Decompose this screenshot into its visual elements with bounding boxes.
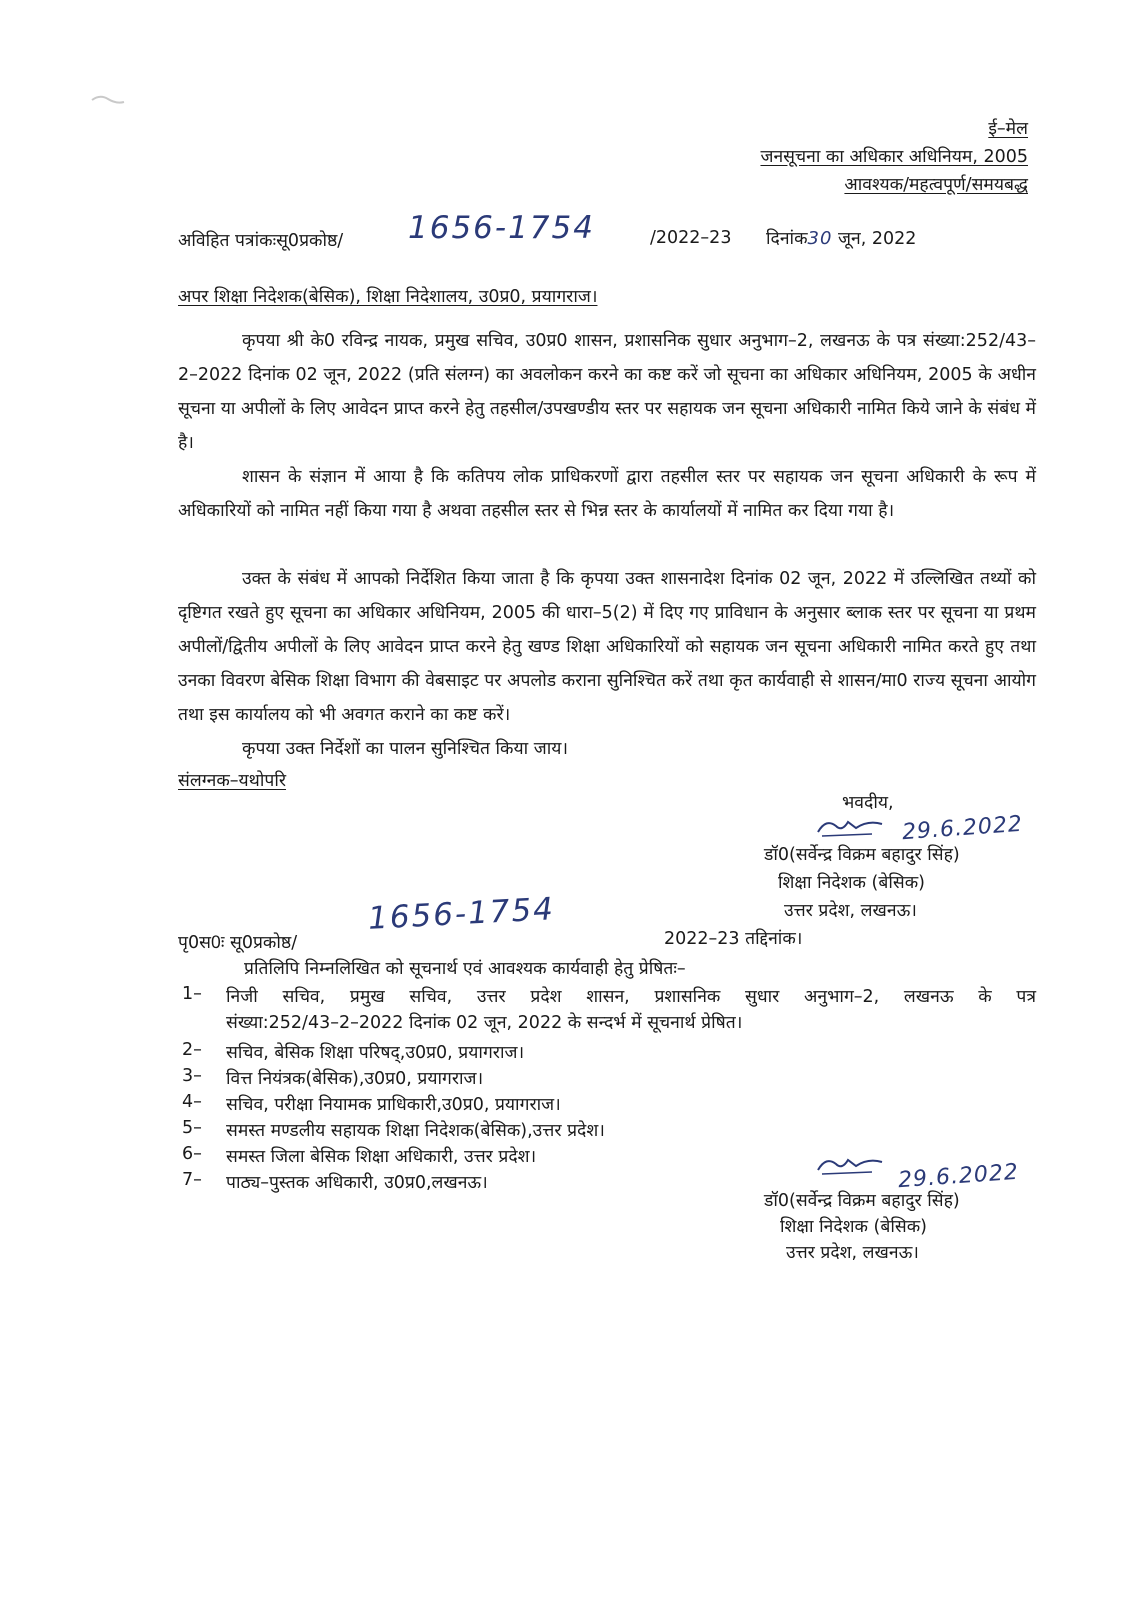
- list-item-text-continued: संख्या:252/43–2–2022 दिनांक 02 जून, 2022 के सन्दर्भ में सूचनार्थ प्रेषित।: [226, 1013, 743, 1033]
- handwritten-copy-number: 1656-1754: [367, 891, 556, 937]
- closing-salutation: भवदीय,: [842, 793, 894, 813]
- copy-prefix: पृ0स0ः सू0प्रकोष्ठ/: [178, 933, 298, 953]
- signatory-place: उत्तर प्रदेश, लखनऊ।: [784, 901, 917, 921]
- list-item-text: सचिव, बेसिक शिक्षा परिषद्,उ0प्र0, प्रयागराज।: [226, 1043, 525, 1063]
- list-item-number: 5–: [182, 1118, 202, 1138]
- reference-prefix: अविहित पत्रांकःसू0प्रकोष्ठ/: [178, 231, 344, 251]
- header-priority: आवश्यक/महत्वपूर्ण/समयबद्ध: [844, 175, 1028, 195]
- list-item-text: समस्त जिला बेसिक शिक्षा अधिकारी, उत्तर प्रदेश।: [226, 1147, 537, 1167]
- signature-scrawl: [812, 812, 892, 842]
- enclosure-note: संलग्नक–यथोपरि: [178, 771, 287, 791]
- list-item-text: वित्त नियंत्रक(बेसिक),उ0प्र0, प्रयागराज।: [226, 1069, 484, 1089]
- scan-mark: [88, 90, 128, 112]
- list-item-number: 7–: [182, 1170, 202, 1190]
- list-item-text: समस्त मण्डलीय सहायक शिक्षा निदेशक(बेसिक),उत्तर प्रदेश।: [226, 1121, 605, 1141]
- signatory-name: डॉ0(सर्वेन्द्र विक्रम बहादुर सिंह): [764, 1191, 960, 1211]
- body-paragraph-4: कृपया उक्त निर्देशों का पालन सुनिश्चित किया जाय।: [242, 739, 569, 759]
- body-paragraph-2: शासन के संज्ञान में आया है कि कतिपय लोक प्राधिकरणों द्वारा तहसील स्तर पर सहायक जन सूचना अधिकारी के रूप में अधिकारियों को नामित नहीं किया गया है अथवा तहसील स्तर से भिन्न स्तर के कार्यालयों में नामित कर दिया गया है।: [178, 467, 1036, 521]
- handwritten-signature-date: 29.6.2022: [897, 1159, 1020, 1194]
- copy-year-date: 2022–23 तद्दिनांक।: [664, 929, 803, 949]
- list-item-text: सचिव, परीक्षा नियामक प्राधिकारी,उ0प्र0, प्रयागराज।: [226, 1095, 561, 1115]
- list-item-number: 2–: [182, 1040, 202, 1060]
- copy-intro: प्रतिलिपि निम्नलिखित को सूचनार्थ एवं आवश्यक कार्यवाही हेतु प्रेषितः–: [244, 959, 686, 979]
- body-paragraph-3: उक्त के संबंध में आपको निर्देशित किया जाता है कि कृपया उक्त शासनादेश दिनांक 02 जून, 2022 में उल्लिखित तथ्यों को दृष्टिगत रखते हुए सूचना का अधिकार अधिनियम, 2005 की धारा–5(2) में दिए गए प्राविधान के अनुसार ब्लाक स्तर पर सूचना या प्रथम अपीलों/द्वितीय अपीलों के लिए आवेदन प्राप्त करने हेतु खण्ड शिक्षा अधिकारियों को सहायक जन सूचना अधिकारी नामित करते हुए तथा उनका विवरण बेसिक शिक्षा विभाग की वेबसाइट पर अपलोड कराना सुनिश्चित करें तथा कृत कार्यवाही से शासन/मा0 राज्य सूचना आयोग तथा इस कार्यालय को भी अवगत कराने का कष्ट करें।: [178, 569, 1036, 725]
- list-item-number: 4–: [182, 1092, 202, 1112]
- list-item-number: 6–: [182, 1144, 202, 1164]
- list-item-number: 3–: [182, 1066, 202, 1086]
- date-rest: जून, 2022: [838, 229, 917, 249]
- header-act: जनसूचना का अधिकार अधिनियम, 2005: [760, 147, 1028, 167]
- list-item-text: निजी सचिव, प्रमुख सचिव, उत्तर प्रदेश शासन, प्रशासनिक सुधार अनुभाग–2, लखनऊ के पत्र: [226, 987, 1036, 1007]
- reference-date: [766, 226, 916, 250]
- header-email: ई–मेल: [988, 119, 1028, 139]
- addressee: अपर शिक्षा निदेशक(बेसिक), शिक्षा निदेशालय, उ0प्र0, प्रयागराज।: [178, 287, 598, 307]
- handwritten-date-day: 30: [807, 228, 833, 249]
- list-item-number: 1–: [182, 984, 202, 1004]
- signatory-designation: शिक्षा निदेशक (बेसिक): [778, 873, 925, 893]
- body-paragraph-1: कृपया श्री के0 रविन्द्र नायक, प्रमुख सचिव, उ0प्र0 शासन, प्रशासनिक सुधार अनुभाग–2, लखनऊ के पत्र संख्या:252/43–2–2022 दिनांक 02 जून, 2022 (प्रति संलग्न) का अवलोकन करने का कष्ट करें जो सूचना का अधिकार अधिनियम, 2005 के अधीन सूचना या अपीलों के लिए आवेदन प्राप्त करने हेतु तहसील/उपखण्डीय स्तर पर सहायक जन सूचना अधिकारी नामित किये जाने के संबंध में है।: [178, 331, 1036, 453]
- signatory-place: उत्तर प्रदेश, लखनऊ।: [786, 1243, 919, 1263]
- signatory-name: डॉ0(सर्वेन्द्र विक्रम बहादुर सिंह): [764, 845, 960, 865]
- handwritten-signature-date: 29.6.2022: [901, 811, 1024, 846]
- reference-year: /2022–23: [650, 228, 732, 248]
- date-label: दिनांक: [766, 229, 808, 249]
- signature-scrawl: [812, 1150, 892, 1180]
- handwritten-ref-number: 1656-1754: [408, 210, 595, 246]
- signatory-designation: शिक्षा निदेशक (बेसिक): [780, 1217, 927, 1237]
- list-item-text: पाठ्य–पुस्तक अधिकारी, उ0प्र0,लखनऊ।: [226, 1173, 488, 1193]
